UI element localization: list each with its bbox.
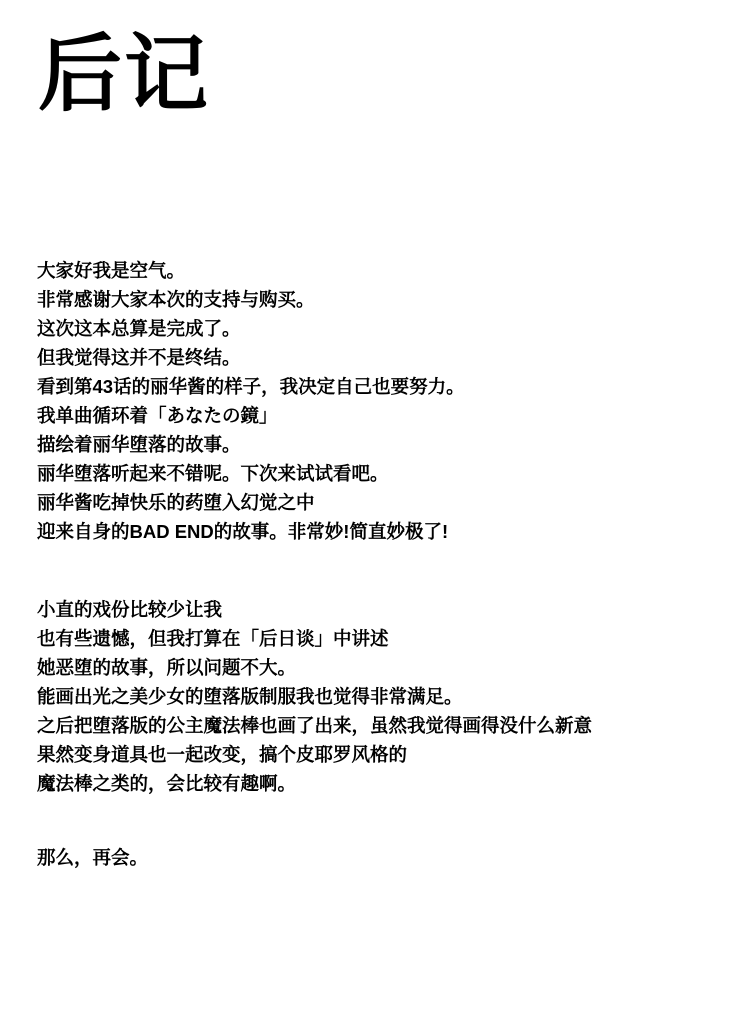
text-line: 那么，再会。 <box>37 847 149 868</box>
text-line: 她恶堕的故事，所以问题不大。 <box>37 657 297 678</box>
text-line: 但我觉得这并不是终结。 <box>37 347 241 368</box>
text-line: 丽华堕落听起来不错呢。下次来试试看吧。 <box>37 463 389 484</box>
afterword-paragraph-1 <box>37 256 465 546</box>
text-line: 果然变身道具也一起改变，搞个皮耶罗风格的 <box>37 744 408 765</box>
text-line: 之后把堕落版的公主魔法棒也画了出来，虽然我觉得画得没什么新意 <box>37 715 593 736</box>
page-title: 后记 <box>38 25 211 123</box>
text-line: 大家好我是空气。 <box>37 260 186 281</box>
afterword-paragraph-2 <box>37 595 592 798</box>
text-line: 我单曲循环着「あなたの鏡」 <box>37 405 278 426</box>
text-line: 能画出光之美少女的堕落版制服我也觉得非常满足。 <box>37 686 463 707</box>
text-line: 描绘着丽华堕落的故事。 <box>37 434 241 455</box>
afterword-paragraph-3 <box>37 843 148 872</box>
text-line: 小直的戏份比较少让我 <box>37 599 223 620</box>
text-line: 魔法棒之类的，会比较有趣啊。 <box>37 773 297 794</box>
text-line: 迎来自身的BAD END的故事。非常妙!简直妙极了! <box>37 521 449 542</box>
text-line: 丽华酱吃掉快乐的药堕入幻觉之中 <box>37 492 315 513</box>
text-line: 这次这本总算是完成了。 <box>37 318 241 339</box>
text-line: 也有些遗憾，但我打算在「后日谈」中讲述 <box>37 628 389 649</box>
text-line: 看到第43话的丽华酱的样子，我决定自己也要努力。 <box>37 376 465 397</box>
text-line: 非常感谢大家本次的支持与购买。 <box>37 289 315 310</box>
